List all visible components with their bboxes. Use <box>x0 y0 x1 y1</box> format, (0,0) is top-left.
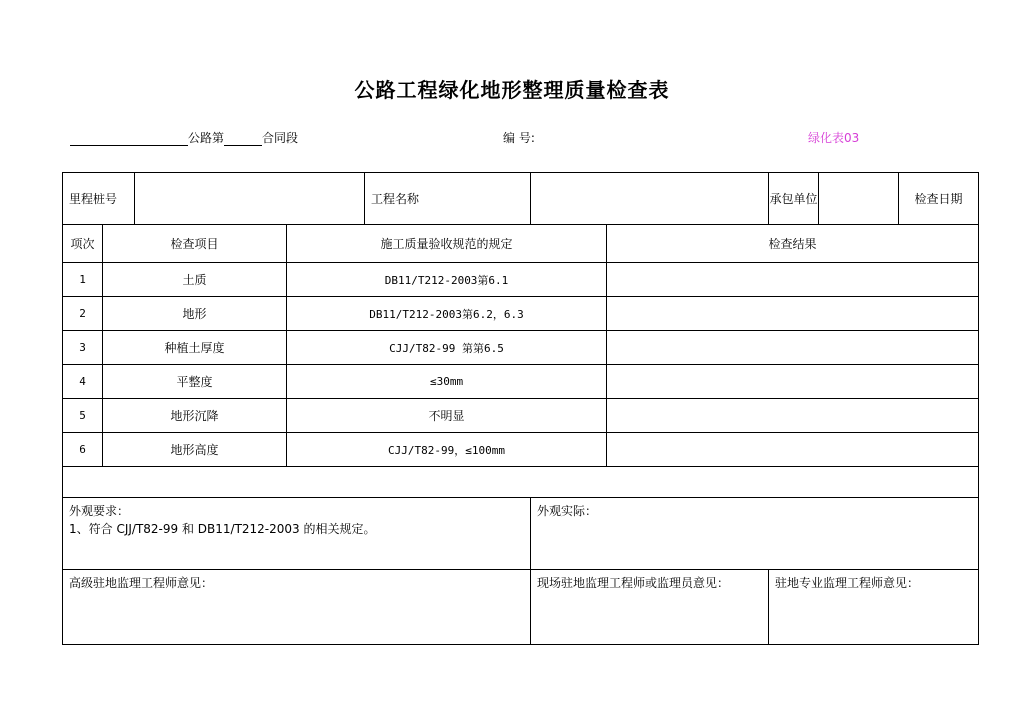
appearance-requirement-text: 1、符合 CJJ/T82-99 和 DB11/T212-2003 的相关规定。 <box>69 522 376 536</box>
row-result[interactable] <box>607 263 979 297</box>
col-result: 检查结果 <box>607 225 979 263</box>
road-suffix: 公路第 <box>188 131 225 145</box>
row-item: 地形高度 <box>103 433 287 467</box>
info-row <box>63 173 979 225</box>
row-item: 地形沉降 <box>103 399 287 433</box>
appearance-actual-label: 外观实际： <box>537 504 598 518</box>
appearance-actual[interactable] <box>531 498 979 570</box>
blank-row <box>63 467 979 498</box>
opinions-row <box>63 570 979 645</box>
project-name-value[interactable] <box>531 173 769 225</box>
row-index: 3 <box>63 331 103 365</box>
mileage-value[interactable] <box>135 173 365 225</box>
col-item: 检查项目 <box>103 225 287 263</box>
specialist-opinion[interactable] <box>769 570 979 645</box>
page-title: 公路工程绿化地形整理质量检查表 <box>354 78 670 102</box>
senior-opinion[interactable] <box>63 570 531 645</box>
contractor-value[interactable] <box>819 173 899 225</box>
row-index: 6 <box>63 433 103 467</box>
row-standard: CJJ/T82-99 第第6.5 <box>287 331 607 365</box>
field-opinion-label: 现场驻地监理工程师或监理员意见： <box>537 576 730 590</box>
row-standard: CJJ/T82-99，≤100mm <box>287 433 607 467</box>
row-standard: 不明显 <box>287 399 607 433</box>
table-row <box>63 263 979 297</box>
check-date-label: 检查日期 <box>899 173 979 225</box>
row-index: 5 <box>63 399 103 433</box>
table-row <box>63 399 979 433</box>
section-suffix: 合同段 <box>262 131 299 145</box>
appearance-row <box>63 498 979 570</box>
row-index: 1 <box>63 263 103 297</box>
form-code: 绿化表03 <box>808 131 860 145</box>
row-index: 4 <box>63 365 103 399</box>
row-result[interactable] <box>607 331 979 365</box>
row-result[interactable] <box>607 433 979 467</box>
inspection-table <box>62 172 979 645</box>
senior-opinion-label: 高级驻地监理工程师意见： <box>69 576 214 590</box>
table-row <box>63 297 979 331</box>
row-standard: ≤30mm <box>287 365 607 399</box>
table-row <box>63 331 979 365</box>
row-result[interactable] <box>607 399 979 433</box>
row-item: 种植土厚度 <box>103 331 287 365</box>
row-standard: DB11/T212-2003第6.1 <box>287 263 607 297</box>
row-result[interactable] <box>607 365 979 399</box>
col-standard: 施工质量验收规范的规定 <box>287 225 607 263</box>
number-label: 编 号: <box>503 131 535 145</box>
row-item: 地形 <box>103 297 287 331</box>
appearance-requirement-label: 外观要求： <box>69 504 130 518</box>
row-index: 2 <box>63 297 103 331</box>
specialist-opinion-label: 驻地专业监理工程师意见： <box>775 576 920 590</box>
field-opinion[interactable] <box>531 570 769 645</box>
table-row <box>63 433 979 467</box>
mileage-label: 里程桩号 <box>63 173 135 225</box>
road-name-blank[interactable] <box>70 133 188 146</box>
row-item: 平整度 <box>103 365 287 399</box>
col-index: 项次 <box>63 225 103 263</box>
contractor-label: 承包单位 <box>769 173 819 225</box>
row-item: 土质 <box>103 263 287 297</box>
row-standard: DB11/T212-2003第6.2，6.3 <box>287 297 607 331</box>
appearance-requirement <box>63 498 531 570</box>
table-row <box>63 365 979 399</box>
blank-cell[interactable] <box>63 467 979 498</box>
section-number-blank[interactable] <box>224 133 262 146</box>
column-header-row <box>63 225 979 263</box>
project-name-label: 工程名称 <box>365 173 531 225</box>
contract-line <box>70 129 298 146</box>
row-result[interactable] <box>607 297 979 331</box>
